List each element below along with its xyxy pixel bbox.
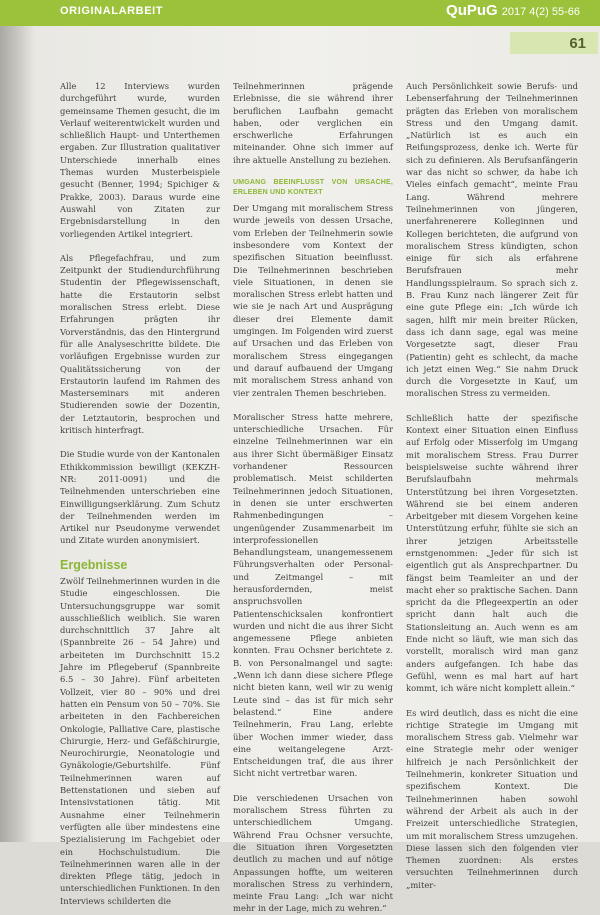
- paragraph: Der Umgang mit moralischem Stress wurde jeweils von dessen Ursache, vom Erleben der Teilnehmerin sowie insbesondere vom Kontext der spezifischen Situation beeinflusst. Die Teilnehmerinnen beschrieben viele Situationen, in denen sie moralischen Stress erlebt hatten und wie sie je nach Art und Ausprägung dieser drei Elemente damit umgingen. Im Folgenden wird zuerst auf Ursachen und das Erleben von moralischem Stress eingegangen und darauf aufbauend der Umgang mit moralischem Stress anhand von vier zentralen Themen beschrieben.: [233, 203, 393, 398]
- paragraph: Als Pflegefachfrau, und zum Zeitpunkt der Studiendurchführung Studentin der Pflegewissenschaft, hatte die Erstautorin selbst moralischen Stress erlebt. Diese Erfahrungen prägten ihr Vorverständnis, das den Hintergrund für alle Analyseschritte bildete. Die vorläufigen Ergebnisse wurden zur Qualitätssicherung von der Erstautorin laufend im Rahmen des Masterseminars mit anderen Studierenden sowie der Dozentin, der Letztautorin, besprochen und kritisch hinterfragt.: [60, 252, 220, 436]
- paragraph: Es wird deutlich, dass es nicht die eine richtige Strategie im Umgang mit moralischem Stress gab. Vielmehr war eine Strategie mehr oder weniger hilfreich je nach Persönlichkeit der Teilnehmerin, konkreter Situation und spezifischem Kontext. Die Teilnehmerinnen haben sowohl während der Arbeit als auch in der Freizeit unterschiedliche Strategien, um mit moralischem Stress umzugehen. Diese lassen sich den folgenden vier Themen zuordnen: Als erstes versuchten Teilnehmerinnen durch „miter-: [406, 707, 578, 890]
- paragraph: Auch Persönlichkeit sowie Berufs- und Lebenserfahrung der Teilnehmerinnen prägten das Erleben von moralischem Stress und den Umgang damit. „Natürlich ist es auch ein Reifungsprozess, denke ich. Werte für sich zu definieren. Als Berufsanfängerin war das nicht so schwer, da habe ich Vieles einfach gemacht“, meinte Frau Lang. Während mehrere Teilnehmerinnen von jüngeren, unerfahrenerere Kolleginnen und Kollegen berichteten, die aufgrund von moralischem Stress kündigten, schon einige für sich als erfahrene Berufsfrauen mehr Handlungsspielraum. So sprach sich z. B. Frau Kunz nach längerer Zeit für eine gute Pflege ein: „Ich würde ich sagen, hilft mir mein breiter Rücken, dass ich dann sage, egal was meine Vorgesetzte sagt, dieser Frau (Patientin) geht es schlecht, da mache ich jetzt einen Weg.“ Sie nahm Druck durch die Vorgesetzte in Kauf, um moralischen Stress zu vermeiden.: [406, 81, 578, 399]
- journal-title: [446, 2, 580, 19]
- page-fold-shadow: [0, 0, 34, 842]
- paragraph: Teilnehmerinnen prägende Erlebnisse, die sie während ihrer beruflichen Laufbahn gemacht haben, oder verglichen ein erschwerliche Erfahrungen miteinander. Ohne sich immer auf ihre aktuelle Anstellung zu beziehen.: [233, 81, 393, 165]
- paragraph: Alle 12 Interviews wurden durchgeführt wurde, wurden gemeinsame Themen gesucht, die im Verlauf weiterentwickelt wurden und schließlich Haupt- und Unterthemen ergaben. Zur Illustration qualitativer Unterschiede innerhalb eines Themas wurden Musterbeispiele gesucht (Benner, 1994; Spichiger & Prakke, 2003). Daraus wurde eine Auswahl von Zitaten zur Ergebnisdarstellung in den vorliegenden Artikel integriert.: [60, 81, 220, 239]
- journal-issue: 2017 4(2) 55-66: [501, 6, 580, 18]
- rubric-label: ORIGINALARBEIT: [60, 5, 164, 17]
- text-column-1: [60, 80, 220, 906]
- paragraph: Moralischer Stress hatte mehrere, unterschiedliche Ursachen. Für einzelne Teilnehmerinnen war ein aus ihrer Sicht übermäßiger Einsatz vorhandener Ressourcen problematisch. Meist schilderten Teilnehmerinnen jedoch Situationen, in denen sie unter erschwerten Rahmenbedingungen – ungenügender Zusammenarbeit im interprofessionellen Behandlungsteam, unangemessenem Führungsverhalten oder Personal- und Zeitmangel – mit herausfordernden, meist anspruchsvollen Patientenschicksalen konfrontiert wurden und nicht die aus ihrer Sicht angemessene Pflege anbieten konnten. Frau Ochsner berichtete z. B. von Personalmangel und sagte: „Wenn ich dann diese sichere Pflege nicht bieten kann, weil wir zu wenig Leute sind – das ist für mich sehr belastend.“ Eine andere Teilnehmerin, Frau Lang, erlebte über Wochen immer wieder, dass eine weitangelegene Arzt-Entscheidungen traf, die aus ihrer Sicht nicht vertretbar waren.: [233, 411, 393, 779]
- text-column-3: [406, 80, 578, 890]
- subsection-heading: UMGANG BEEINFLUSST VON URSACHE, ERLEBEN UND KONTEXT: [233, 179, 393, 197]
- page-number: 61: [569, 35, 586, 52]
- text-column-2: [233, 80, 393, 914]
- paragraph: Die verschiedenen Ursachen von moralischem Stress führten zu unterschiedlichem Umgang. Während Frau Ochsner versuchte, die Situation ihren Vorgesetzten deutlich zu machen und auf nötige Anpassungen hoffte, um weiteren moralischen Stress zu verhindern, meinte Frau Lang: „Ich war nicht mehr in der Lage, mich zu wehren.“: [233, 792, 393, 914]
- paragraph: Die Studie wurde von der Kantonalen Ethikkommission bewilligt (KEKZH-NR: 2011-0091) und die Teilnehmenden unterschrieben eine Einwilligungserklärung. Zum Schutz der Teilnehmenden werden im Artikel nur Pseudonyme verwendet und Zitate wurden anonymisiert.: [60, 449, 220, 546]
- journal-name: QuPuG: [446, 2, 498, 19]
- paragraph: Schließlich hatte der spezifische Kontext einer Situation einen Einfluss auf Erfolg oder Misserfolg im Umgang mit moralischem Stress. Frau Durrer beispielsweise suchte während ihrer Berufslaufbahn mehrmals Unterstützung bei ihren Vorgesetzten. Während sie bei einem anderen Arbeitgeber mit diesem Vorgehen keine Unterstützung erfuhr, fühlte sie sich an ihrer jetzigen Arbeitsstelle ernstgenommen: „Jeder für sich ist eigentlich gut als Ansprechpartner. Du fängst beim Teamleiter an und der macht eher so praktische Sachen. Dann spricht da die Pflegeexpertin an oder spricht dann halt auch die Stationsleitung an. Auch wenn es am Ende nicht so läuft, wie man sich das vorstellt, moralisch wird man ganz anders aufgefangen. Ich habe das Gefühl, wenn es mal hart auf hart kommt, ich wäre nicht komplett allein.“: [406, 412, 578, 694]
- header-bar: [0, 0, 600, 26]
- section-heading: Ergebnisse: [60, 557, 128, 572]
- paragraph: Zwölf Teilnehmerinnen wurden in die Studie eingeschlossen. Die Untersuchungsgruppe war somit ausschließlich weiblich. Sie waren durchschnittlich 37 Jahre alt (Spannbreite 26 – 54 Jahre) und arbeiteten im Durchschnitt 15.2 Jahre im Pflegeberuf (Spannbreite 6.5 – 30 Jahre). Fünf arbeiteten Vollzeit, vier 80 – 90% und drei hatten ein Pensum von 50 – 70%. Sie arbeiteten in den Fachbereichen Onkologie, Palliative Care, plastische Chirurgie, Herz- und Gefäßchirurgie, Neurochirurgie, Neonatologie und Gynäkologie/Geburtshilfe. Fünf Teilnehmerinnen waren auf Bettenstationen und sieben auf Intensivstationen tätig. Mit Ausnahme einer Teilnehmerin verfügten alle über mindestens eine Spezialisierung im Fachgebiet oder ein Hochschulstudium. Die Teilnehmerinnen waren alle in der direkten Pflege tätig, jedoch in unterschiedlichen Funktionen. In den Interviews schilderten die: [60, 575, 220, 906]
